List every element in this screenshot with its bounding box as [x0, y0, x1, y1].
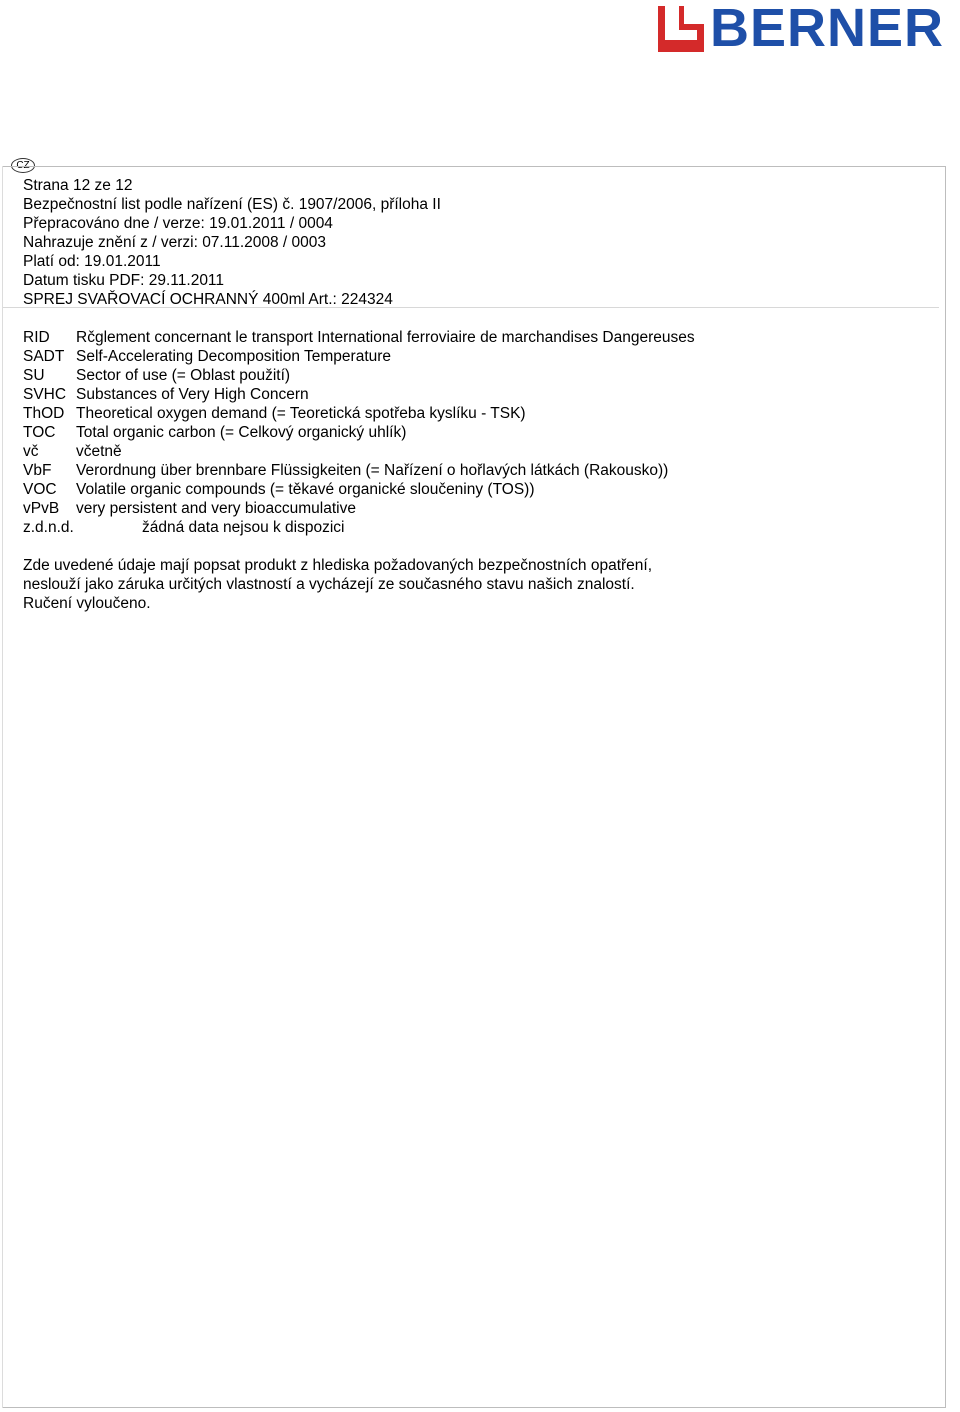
disclaimer-line: Zde uvedené údaje mají popsat produkt z hlediska požadovaných bezpečnostních opatření, — [23, 557, 653, 574]
valid-from: Platí od: 19.01.2011 — [23, 253, 161, 270]
print-date: Datum tisku PDF: 29.11.2011 — [23, 272, 225, 289]
abbreviation-definition: Sector of use (= Oblast použití) — [76, 367, 291, 384]
abbreviation-definition: Substances of Very High Concern — [76, 386, 309, 403]
supersedes-version: Nahrazuje znění z / verzi: 07.11.2008 / 0003 — [23, 234, 327, 251]
abbreviation-definition: Verordnung über brennbare Flüssigkeiten (= Nařízení o hořlavých látkách (Rakousko)) — [76, 462, 669, 479]
disclaimer-paragraph — [23, 556, 923, 613]
abbreviation-code: VbF — [23, 462, 52, 479]
abbreviation-code: SU — [23, 367, 45, 384]
abbreviation-code: SVHC — [23, 386, 67, 403]
abbreviation-definition: Volatile organic compounds (= těkavé organické sloučeniny (TOS)) — [76, 481, 535, 498]
abbreviation-definition: včetně — [76, 443, 122, 460]
abbreviation-definition: Theoretical oxygen demand (= Teoretická spotřeba kyslíku - TSK) — [76, 405, 526, 422]
abbreviation-code: TOC — [23, 424, 56, 441]
abbreviation-code: VOC — [23, 481, 57, 498]
berner-logo-mark-icon — [658, 6, 704, 52]
regulation-reference: Bezpečnostní list podle nařízení (ES) č. 1907/2006, příloha II — [23, 196, 441, 213]
header-separator — [3, 307, 939, 308]
abbreviation-definition: Total organic carbon (= Celkový organický uhlík) — [76, 424, 407, 441]
abbreviation-code: vč — [23, 443, 39, 460]
product-name: SPREJ SVAŘOVACÍ OCHRANNÝ 400ml Art.: 224324 — [23, 291, 393, 308]
disclaimer-line: Ručení vyloučeno. — [23, 595, 151, 612]
abbreviation-code: SADT — [23, 348, 65, 365]
document-header — [23, 176, 441, 309]
abbreviation-code: RID — [23, 329, 50, 346]
page-number: Strana 12 ze 12 — [23, 177, 133, 194]
abbreviation-definition: very persistent and very bioaccumulative — [76, 500, 356, 517]
berner-logo-text: BERNER — [710, 0, 945, 58]
abbreviation-definition: Rčglement concernant le transport International ferroviaire de marchandises Dangereuses — [76, 329, 695, 346]
abbreviation-code: vPvB — [23, 500, 60, 517]
disclaimer-line: neslouží jako záruka určitých vlastností a vycházejí ze současného stavu našich znalostí. — [23, 576, 635, 593]
abbreviation-definition: žádná data nejsou k dispozici — [142, 519, 345, 536]
abbreviation-code: ThOD — [23, 405, 65, 422]
page-frame-left-edge — [2, 166, 3, 1408]
abbreviation-code: z.d.n.d. — [23, 519, 74, 536]
berner-logo — [658, 0, 958, 58]
revision-date: Přepracováno dne / verze: 19.01.2011 / 0004 — [23, 215, 333, 232]
country-badge: CZ — [11, 158, 35, 173]
abbreviation-definition: Self-Accelerating Decomposition Temperature — [76, 348, 392, 365]
